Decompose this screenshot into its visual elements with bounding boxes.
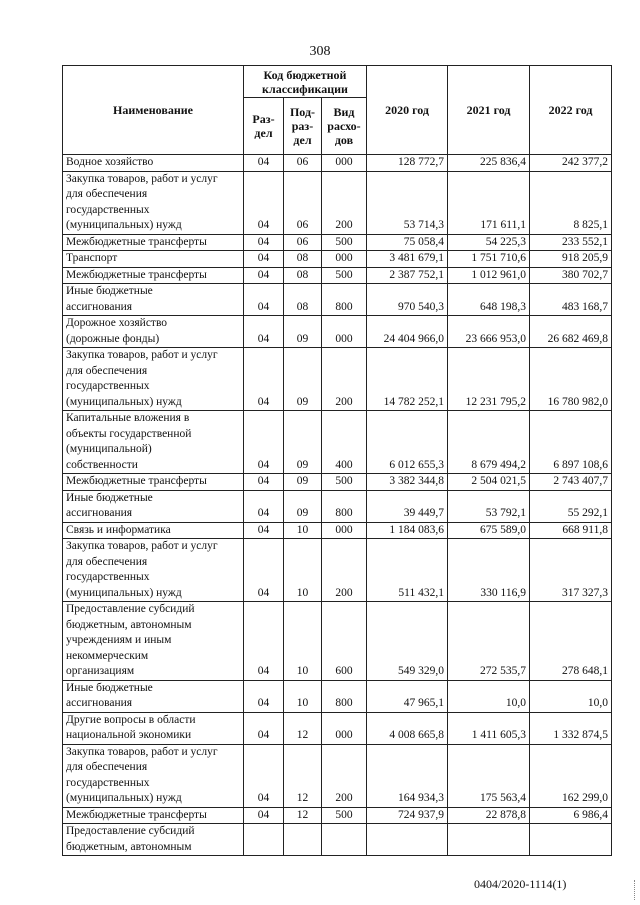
cell-2022: 233 552,1 — [530, 234, 612, 251]
cell-razdel: 04 — [244, 171, 284, 234]
cell-2020: 128 772,7 — [367, 155, 448, 172]
cell-2020: 14 782 252,1 — [367, 348, 448, 411]
cell-2021: 272 535,7 — [448, 602, 530, 681]
cell-name: Иные бюджетные ассигнования — [63, 680, 244, 712]
cell-2020: 1 184 083,6 — [367, 522, 448, 539]
cell-2021: 675 589,0 — [448, 522, 530, 539]
cell-podrazdel: 09 — [284, 490, 322, 522]
cell-vid: 200 — [322, 348, 367, 411]
cell-podrazdel: 09 — [284, 411, 322, 474]
cell-razdel: 04 — [244, 602, 284, 681]
header-name: Наименование — [63, 66, 244, 155]
cell-name: Закупка товаров, работ и услуг для обеспечения государственных (муниципальных) нужд — [63, 539, 244, 602]
cell-podrazdel: 06 — [284, 234, 322, 251]
cell-name: Закупка товаров, работ и услуг для обеспечения государственных (муниципальных) нужд — [63, 348, 244, 411]
cell-2020: 164 934,3 — [367, 744, 448, 807]
table-row — [63, 807, 612, 824]
table-row — [63, 348, 612, 411]
cell-2022: 668 911,8 — [530, 522, 612, 539]
cell-name: Предоставление субсидий бюджетным, автономным учреждениям и иным некоммерческим организациям — [63, 602, 244, 681]
cell-vid: 800 — [322, 490, 367, 522]
cell-2020: 75 058,4 — [367, 234, 448, 251]
table-row — [63, 522, 612, 539]
cell-2021: 1 012 961,0 — [448, 267, 530, 284]
cell-name: Межбюджетные трансферты — [63, 807, 244, 824]
header-code-group: Код бюджетной классификации — [244, 66, 367, 98]
cell-vid: 000 — [322, 155, 367, 172]
cell-name: Иные бюджетные ассигнования — [63, 284, 244, 316]
header-2020: 2020 год — [367, 66, 448, 155]
table-row — [63, 490, 612, 522]
cell-2022: 483 168,7 — [530, 284, 612, 316]
cell-razdel: 04 — [244, 474, 284, 491]
table-row — [63, 539, 612, 602]
cell-razdel: 04 — [244, 744, 284, 807]
cell-razdel: 04 — [244, 251, 284, 268]
cell-vid: 800 — [322, 284, 367, 316]
cell-2022: 10,0 — [530, 680, 612, 712]
cell-name: Водное хозяйство — [63, 155, 244, 172]
table-row — [63, 712, 612, 744]
cell-podrazdel — [284, 824, 322, 856]
cell-podrazdel: 10 — [284, 680, 322, 712]
cell-podrazdel: 08 — [284, 267, 322, 284]
cell-2020: 724 937,9 — [367, 807, 448, 824]
cell-2022: 6 897 108,6 — [530, 411, 612, 474]
cell-2021: 53 792,1 — [448, 490, 530, 522]
cell-razdel: 04 — [244, 490, 284, 522]
cell-2020: 6 012 655,3 — [367, 411, 448, 474]
cell-2022: 278 648,1 — [530, 602, 612, 681]
cell-name: Другие вопросы в области национальной экономики — [63, 712, 244, 744]
cell-2020: 24 404 966,0 — [367, 316, 448, 348]
table-row — [63, 171, 612, 234]
cell-podrazdel: 12 — [284, 744, 322, 807]
cell-name: Транспорт — [63, 251, 244, 268]
cell-2020: 970 540,3 — [367, 284, 448, 316]
cell-razdel: 04 — [244, 155, 284, 172]
cell-podrazdel: 09 — [284, 348, 322, 411]
cell-2021: 54 225,3 — [448, 234, 530, 251]
cell-razdel: 04 — [244, 712, 284, 744]
cell-podrazdel: 12 — [284, 712, 322, 744]
header-2021: 2021 год — [448, 66, 530, 155]
cell-podrazdel: 12 — [284, 807, 322, 824]
cell-razdel: 04 — [244, 316, 284, 348]
cell-name: Связь и информатика — [63, 522, 244, 539]
cell-2022: 317 327,3 — [530, 539, 612, 602]
header-vid-rashodov: Вид расхо- дов — [322, 98, 367, 155]
cell-razdel: 04 — [244, 680, 284, 712]
cell-razdel: 04 — [244, 411, 284, 474]
page-number: 308 — [309, 44, 331, 59]
cell-name: Предоставление субсидий бюджетным, автономным — [63, 824, 244, 856]
cell-2021: 648 198,3 — [448, 284, 530, 316]
cell-podrazdel: 06 — [284, 171, 322, 234]
cell-2021: 2 504 021,5 — [448, 474, 530, 491]
table-row — [63, 267, 612, 284]
header-podrazdel: Под- раз- дел — [284, 98, 322, 155]
cell-vid: 200 — [322, 539, 367, 602]
cell-podrazdel: 10 — [284, 602, 322, 681]
table-row — [63, 474, 612, 491]
cell-2021: 8 679 494,2 — [448, 411, 530, 474]
table-row — [63, 316, 612, 348]
cell-vid: 400 — [322, 411, 367, 474]
cell-2021: 330 116,9 — [448, 539, 530, 602]
table-row — [63, 602, 612, 681]
cell-2022: 162 299,0 — [530, 744, 612, 807]
cell-razdel — [244, 824, 284, 856]
cell-name: Закупка товаров, работ и услуг для обеспечения государственных (муниципальных) нужд — [63, 744, 244, 807]
cell-vid: 500 — [322, 267, 367, 284]
cell-2020: 3 382 344,8 — [367, 474, 448, 491]
cell-vid: 500 — [322, 234, 367, 251]
cell-2020 — [367, 824, 448, 856]
cell-name: Межбюджетные трансферты — [63, 234, 244, 251]
cell-razdel: 04 — [244, 348, 284, 411]
cell-vid: 000 — [322, 712, 367, 744]
cell-2021: 22 878,8 — [448, 807, 530, 824]
cell-vid: 000 — [322, 316, 367, 348]
cell-vid: 200 — [322, 744, 367, 807]
cell-2021: 1 751 710,6 — [448, 251, 530, 268]
document-code: 0404/2020-1114(1) — [474, 877, 567, 891]
cell-vid: 200 — [322, 171, 367, 234]
cell-razdel: 04 — [244, 267, 284, 284]
cell-2021: 175 563,4 — [448, 744, 530, 807]
cell-podrazdel: 09 — [284, 474, 322, 491]
table-row — [63, 284, 612, 316]
edge-mark — [634, 880, 637, 900]
cell-2022 — [530, 824, 612, 856]
cell-podrazdel: 10 — [284, 522, 322, 539]
cell-2020: 4 008 665,8 — [367, 712, 448, 744]
cell-2020: 2 387 752,1 — [367, 267, 448, 284]
cell-name: Межбюджетные трансферты — [63, 474, 244, 491]
cell-2020: 3 481 679,1 — [367, 251, 448, 268]
cell-name: Закупка товаров, работ и услуг для обеспечения государственных (муниципальных) нужд — [63, 171, 244, 234]
cell-2022: 26 682 469,8 — [530, 316, 612, 348]
cell-razdel: 04 — [244, 807, 284, 824]
cell-razdel: 04 — [244, 522, 284, 539]
cell-2022: 55 292,1 — [530, 490, 612, 522]
cell-name: Иные бюджетные ассигнования — [63, 490, 244, 522]
cell-2021: 12 231 795,2 — [448, 348, 530, 411]
cell-vid: 500 — [322, 474, 367, 491]
cell-name: Дорожное хозяйство (дорожные фонды) — [63, 316, 244, 348]
cell-vid — [322, 824, 367, 856]
cell-2021: 171 611,1 — [448, 171, 530, 234]
cell-2020: 549 329,0 — [367, 602, 448, 681]
cell-2021: 1 411 605,3 — [448, 712, 530, 744]
cell-2021: 225 836,4 — [448, 155, 530, 172]
cell-vid: 800 — [322, 680, 367, 712]
cell-podrazdel: 10 — [284, 539, 322, 602]
table-row — [63, 680, 612, 712]
cell-2022: 1 332 874,5 — [530, 712, 612, 744]
cell-vid: 000 — [322, 522, 367, 539]
cell-2022: 380 702,7 — [530, 267, 612, 284]
table-row — [63, 824, 612, 856]
cell-vid: 500 — [322, 807, 367, 824]
cell-razdel: 04 — [244, 539, 284, 602]
table-row — [63, 744, 612, 807]
cell-2022: 6 986,4 — [530, 807, 612, 824]
budget-table — [62, 65, 612, 856]
cell-podrazdel: 08 — [284, 284, 322, 316]
header-razdel: Раз- дел — [244, 98, 284, 155]
cell-2022: 2 743 407,7 — [530, 474, 612, 491]
cell-podrazdel: 09 — [284, 316, 322, 348]
cell-2021: 10,0 — [448, 680, 530, 712]
table-row — [63, 251, 612, 268]
cell-razdel: 04 — [244, 234, 284, 251]
cell-2020: 47 965,1 — [367, 680, 448, 712]
cell-2021: 23 666 953,0 — [448, 316, 530, 348]
cell-name: Межбюджетные трансферты — [63, 267, 244, 284]
cell-razdel: 04 — [244, 284, 284, 316]
cell-podrazdel: 08 — [284, 251, 322, 268]
cell-name: Капитальные вложения в объекты государственной (муниципальной) собственности — [63, 411, 244, 474]
cell-2020: 511 432,1 — [367, 539, 448, 602]
cell-2022: 242 377,2 — [530, 155, 612, 172]
cell-2022: 918 205,9 — [530, 251, 612, 268]
table-row — [63, 234, 612, 251]
cell-2022: 16 780 982,0 — [530, 348, 612, 411]
cell-2022: 8 825,1 — [530, 171, 612, 234]
cell-vid: 600 — [322, 602, 367, 681]
cell-vid: 000 — [322, 251, 367, 268]
cell-2021 — [448, 824, 530, 856]
cell-2020: 53 714,3 — [367, 171, 448, 234]
cell-podrazdel: 06 — [284, 155, 322, 172]
cell-2020: 39 449,7 — [367, 490, 448, 522]
table-row — [63, 155, 612, 172]
table-row — [63, 411, 612, 474]
header-2022: 2022 год — [530, 66, 612, 155]
